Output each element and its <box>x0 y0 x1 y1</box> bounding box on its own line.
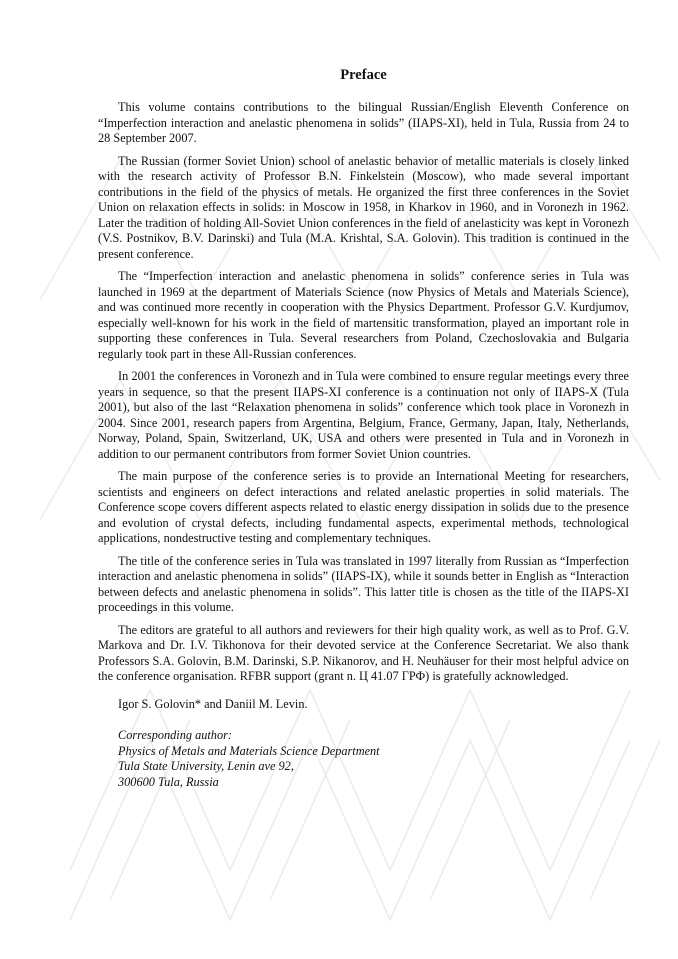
corresponding-university: Tula State University, Lenin ave 92, <box>118 759 294 773</box>
preface-content <box>98 66 629 790</box>
paragraph-4: In 2001 the conferences in Voronezh and in Tula were combined to ensure regular meetings every three years in sequence, so that the present IIAPS-XI conference is a continuation not only of IIAPS-X (Tula 2001), but also of the last “Relaxation phenomena in solids” conference which took place in Voronezh in 2004. Since 2001, research papers from Argentina, Belgium, France, Germany, Japan, Italy, Netherlands, Norway, Poland, Spain, Switzerland, UK, USA and others were presented in Tula and in Voronezh in addition to our permanent contributors from former Soviet Union countries. <box>98 369 629 461</box>
corresponding-department: Physics of Metals and Materials Science Department <box>118 743 380 758</box>
paragraph-2: The Russian (former Soviet Union) school of anelastic behavior of metallic materials is closely linked with the research activity of Professor B.N. Finkelstein (Moscow), who made several important contributions in the field of the physics of metals. He organized the first three conferences in the Soviet Union on relaxation effects in solids: in Moscow in 1958, in Kharkov in 1960, and in Voronezh in 1962. Later the tradition of holding All-Soviet Union conferences in the field of anelasticity was kept in Voronezh (V.S. Postnikov, B.V. Darinski) and Tula (M.A. Krishtal, S.A. Golovin). This tradition is continued in the present conference. <box>98 153 629 261</box>
paragraph-5: The main purpose of the conference series is to provide an International Meeting for researchers, scientists and engineers on defect interactions and related anelastic properties in solid materials. The Conference scope covers different aspects related to elastic energy dissipation in solids due to the presence and evolution of crystal defects, including fundamental aspects, experimental methods, technological applications, nondestructive testing and complementary techniques. <box>98 469 629 545</box>
paragraph-7: The editors are grateful to all authors and reviewers for their high quality work, as well as to Prof. G.V. Markova and Dr. I.V. Tikhonova for their devoted service at the Conference Secretariat. We also thank Professors S.A. Golovin, B.M. Darinski, S.P. Nikanorov, and H. Neuhäuser for their most helpful advice on the conference organisation. RFBR support (grant n. Ц 41.07 ГРФ) is gratefully acknowledged. <box>98 622 629 683</box>
paragraph-6: The title of the conference series in Tula was translated in 1997 literally from Russian as “Imperfection interaction and anelastic phenomena in solids” (IIAPS-IX), while it sounds better in English as “Interaction between defects and anelastic phenomena in solids”. This latter title is chosen as the title of the IIAPS-XI proceedings in this volume. <box>98 553 629 614</box>
corresponding-author-block <box>98 728 629 790</box>
paragraph-1: This volume contains contributions to the bilingual Russian/English Eleventh Conference on “Imperfection interaction and anelastic phenomena in solids” (IIAPS-XI), held in Tula, Russia from 24 to 28 September 2007. <box>98 100 629 145</box>
authors-line: Igor S. Golovin* and Daniil M. Levin. <box>118 696 308 711</box>
paragraph-3: The “Imperfection interaction and anelastic phenomena in solids” conference series in Tula was launched in 1969 at the department of Materials Science (now Physics of Metals and Materials Science), and was continued more recently in cooperation with the Physics Department. Professor G.V. Kurdjumov, especially well-known for his work in the field of martensitic transformation, played an important role in supporting these conferences in Tula. Several researchers from Poland, Czechoslovakia and Bulgaria regularly took part in these All-Russian conferences. <box>98 269 629 361</box>
page-title: Preface <box>340 67 387 83</box>
corresponding-city: 300600 Tula, Russia <box>118 774 219 789</box>
corresponding-label: Corresponding author: <box>118 728 232 742</box>
